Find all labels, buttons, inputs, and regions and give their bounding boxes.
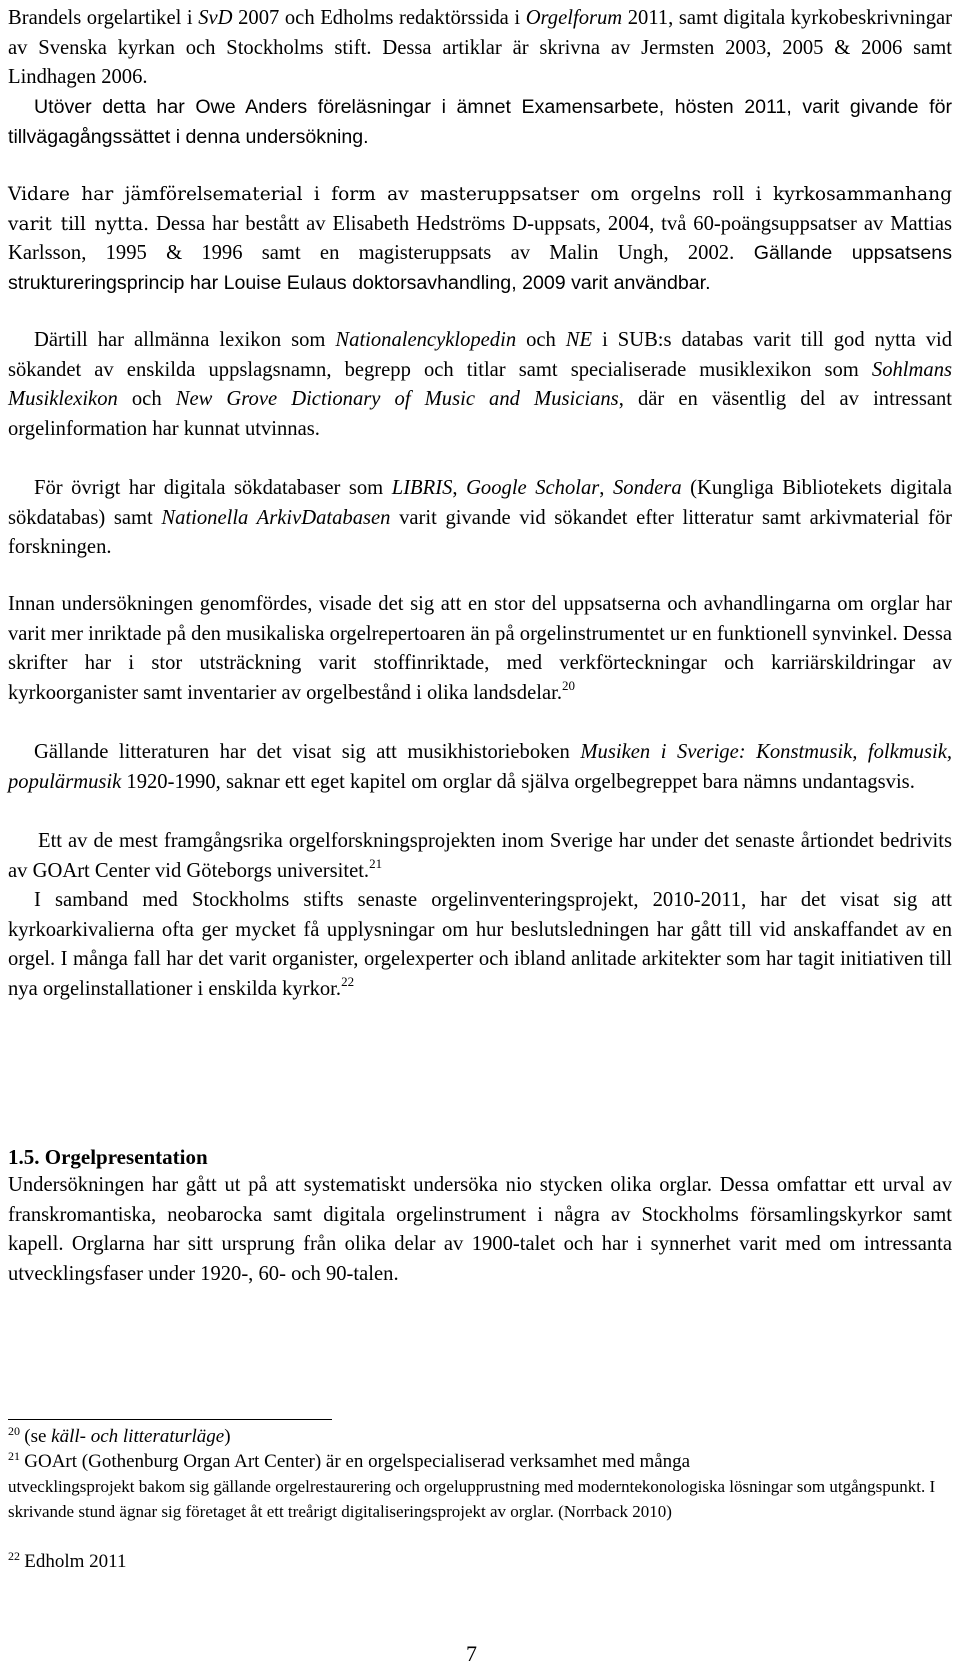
publication-title: Orgelforum xyxy=(525,7,623,29)
reference-title: Nationalencyklopedin xyxy=(335,329,517,351)
paragraph-databases: För övrigt har digitala sökdatabaser som LIBRIS, Google Scholar, Sondera (Kungliga Bibliotekets digitala sökdatabas) samt Nationella ArkivDatabasen varit givande vid sökandet efter litteratur samt arkivmaterial för forskningen. xyxy=(8,477,953,559)
footnote-number: 20 xyxy=(8,1424,20,1438)
footnote-22: $^{22}$ Edholm 2011 xyxy=(8,1549,127,1572)
paragraph-literature: Gällande litteraturen har det visat sig att musikhistorieboken Musiken i Sverige: Konstmusik, folkmusik, populärmusik 1920-1990, saknar ett eget kapitel om orglar då själva orgelbegreppet bara nämns undantagsvis. xyxy=(8,741,952,793)
database-name: Google Scholar xyxy=(466,477,600,499)
document-page xyxy=(8,0,952,1678)
reference-title: New Grove Dictionary of Music and Musicians xyxy=(175,388,619,411)
footnote-number: 22 xyxy=(8,1549,20,1563)
database-name: Sondera xyxy=(612,477,682,499)
footnote-reference-21[interactable]: 21 xyxy=(369,855,383,871)
footnote-divider xyxy=(8,1419,332,1420)
paragraph-sources-articles: Brandels orgelartikel i SvD 2007 och Edholms redaktörssida i Orgelforum 2011, samt digitala kyrkobeskrivningar av Svenska kyrkan och Stockholms stift. Dessa artiklar är skrivna av Jermsten 2003, 2005 & 2006 samt Lindhagen 2006. xyxy=(8,7,952,89)
reference-title: Sohlmans Musiklexikon xyxy=(8,358,952,411)
reference-title: NE xyxy=(565,329,593,351)
book-title: Musiken i Sverige: Konstmusik, folkmusik, populärmusik xyxy=(8,741,952,793)
footnote-reference-20[interactable]: 20 xyxy=(561,677,575,693)
database-name: LIBRIS xyxy=(391,477,453,499)
footnote-number: 21 xyxy=(8,1449,20,1463)
paragraph-lexicons: Därtill har allmänna lexikon som Nationalencyklopedin och NE i SUB:s databas varit till god nytta vid sökandet av enskilda uppslagsnamn, begrepp och titlar samt specialiserade musiklexikon som Sohlmans Musiklexikon och New Grove Dictionary of Music and Musicians, där en väsentlig del av intressant orgelinformation har kunnat utvinnas. xyxy=(8,329,953,440)
page-number: 7 xyxy=(466,1641,477,1666)
footnote-reference-22[interactable]: 22 xyxy=(341,973,355,989)
paragraph-comparison-material: Vidare har jämförelsematerial i form av masteruppsatser om orgelns roll i kyrkosammanhang varit till nytta. Dessa har bestått av Elisabeth Hedströms D-uppsats, 2004, två 60-poängsuppsatser av Mattias Karlsson, 1995 & 1996 samt en magisteruppsats av Malin Ungh, 2002. Gällande uppsatsens struktureringsprincip har Louise Eulaus doktorsavhandling, 2009 varit användbar. xyxy=(8,184,952,294)
paragraph-lectures: Utöver detta har Owe Anders föreläsningar i ämnet Examensarbete, hösten 2011, varit givande för tillvägagångssättet i denna undersökning. xyxy=(8,96,952,148)
footnote-21: $^{21}$ GOArt (Gothenburg Organ Art Center) är en orgelspecialiserad verksamhet med många utvecklingsprojekt bakom sig gällande orgelrestaurering och orgelupprustning med moderntekonologiska lösningar som utgångspunkt. I skrivande stund ägnar sig företaget åt ett treårigt digitaliseringsprojekt av orglar. (Norrback 2010) xyxy=(8,1449,936,1521)
paragraph-organ-presentation: Undersökningen har gått ut på att systematiskt undersöka nio stycken olika orglar. Dessa omfattar ett urval av franskromantiska, neobarocka samt digitala orgelinstrument i några av Stockholms församlingskyrkor samt kapell. Orglarna har sitt ursprung från olika delar av 1900-talet och har i synnerhet varit med om intressanta utvecklingsfaser under 1920-, 60- och 90-talen. xyxy=(8,1174,952,1285)
publication-title: SvD xyxy=(198,7,233,29)
database-name: Nationella ArkivDatabasen xyxy=(161,506,391,529)
section-heading: 1.5. Orgelpresentation xyxy=(8,1145,208,1169)
paragraph-previous-research: Innan undersökningen genomfördes, visade det sig att en stor del uppsatserna och avhandlingarna om orglar har varit mer inriktade på den musikaliska orgelrepertoaren än på orgelinstrumentet ur en funktionell synvinkel. Dessa skrifter har i stor utsträckning varit stoffinriktade, med verkförteckningar och karriärskildringar av kyrkoorganister samt inventarier av orgelbestånd i olika landsdelar.$^{20}$ xyxy=(8,593,952,704)
paragraph-inventory-project: I samband med Stockholms stifts senaste orgelinventeringsprojekt, 2010-2011, har det visat sig att kyrkoarkivalierna ofta ger mycket få upplysningar om hur beslutsledningen har gått till vid anskaffandet av en orgel. I många fall har det varit organister, orgelexperter och ibland anlitade arkitekter som har tagit initiativen till nya orgelinstallationer i enskilda kyrkor.$^{22}$ xyxy=(8,889,952,1000)
footnote-20: $^{20}$ (se käll- och litteraturläge) xyxy=(8,1424,231,1447)
paragraph-goart: Ett av de mest framgångsrika orgelforskningsprojekten inom Sverige har under det senaste årtiondet bedrivits av GOArt Center vid Göteborgs universitet.$^{21}$ xyxy=(8,830,952,882)
